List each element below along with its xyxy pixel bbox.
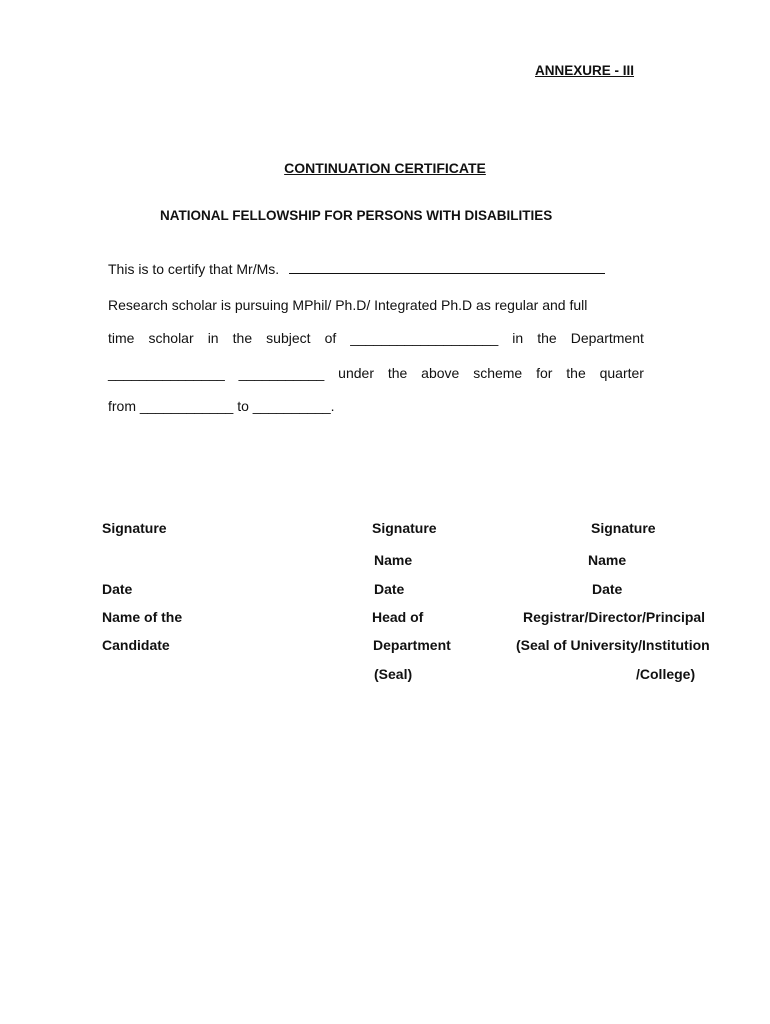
- department-blank-2: ___________: [238, 365, 325, 381]
- head-name-label: Name: [374, 552, 413, 568]
- word: in: [512, 330, 524, 346]
- annexure-label: ANNEXURE - III: [535, 63, 635, 78]
- word: of: [324, 330, 337, 346]
- candidate-name-label: Name of the: [102, 609, 183, 625]
- word: scholar: [148, 330, 194, 346]
- department-blank: _______________: [108, 365, 225, 381]
- head-date-label: Date: [374, 581, 405, 597]
- institution-seal-label: (Seal of University/Institution: [516, 637, 710, 653]
- word: the: [232, 330, 253, 346]
- head-signature-label: Signature: [372, 520, 437, 536]
- subject-line: [108, 330, 644, 346]
- scheme-subtitle: NATIONAL FELLOWSHIP FOR PERSONS WITH DISABILITIES: [160, 208, 553, 223]
- head-seal-label: (Seal): [374, 666, 413, 682]
- word: the: [387, 365, 408, 381]
- candidate-label: Candidate: [102, 637, 170, 653]
- word: for: [536, 365, 553, 381]
- certify-text: This is to certify that Mr/Ms.: [108, 261, 280, 277]
- name-blank: [289, 259, 605, 274]
- word: above: [421, 365, 460, 381]
- college-label: /College): [636, 666, 696, 682]
- word: quarter: [599, 365, 644, 381]
- word: scheme: [473, 365, 523, 381]
- word: Department: [570, 330, 644, 346]
- department-line: [108, 365, 644, 381]
- word: under: [338, 365, 374, 381]
- word: time: [108, 330, 135, 346]
- candidate-date-label: Date: [102, 581, 133, 597]
- head-of-label: Head of: [372, 609, 424, 625]
- department-label: Department: [373, 637, 451, 653]
- word: in: [207, 330, 219, 346]
- registrar-role-label: Registrar/Director/Principal: [523, 609, 706, 625]
- word: the: [537, 330, 557, 346]
- word: subject: [266, 330, 311, 346]
- subject-blank: ___________________: [350, 330, 499, 346]
- word: the: [566, 365, 586, 381]
- registrar-name-label: Name: [588, 552, 627, 568]
- research-line: Research scholar is pursuing MPhil/ Ph.D/ Integrated Ph.D as regular and full: [108, 297, 588, 313]
- certificate-title: CONTINUATION CERTIFICATE: [284, 160, 486, 176]
- period-line: from ____________ to __________.: [108, 398, 335, 414]
- registrar-date-label: Date: [592, 581, 623, 597]
- registrar-signature-label: Signature: [591, 520, 656, 536]
- candidate-signature-label: Signature: [102, 520, 167, 536]
- certify-line: [108, 259, 605, 277]
